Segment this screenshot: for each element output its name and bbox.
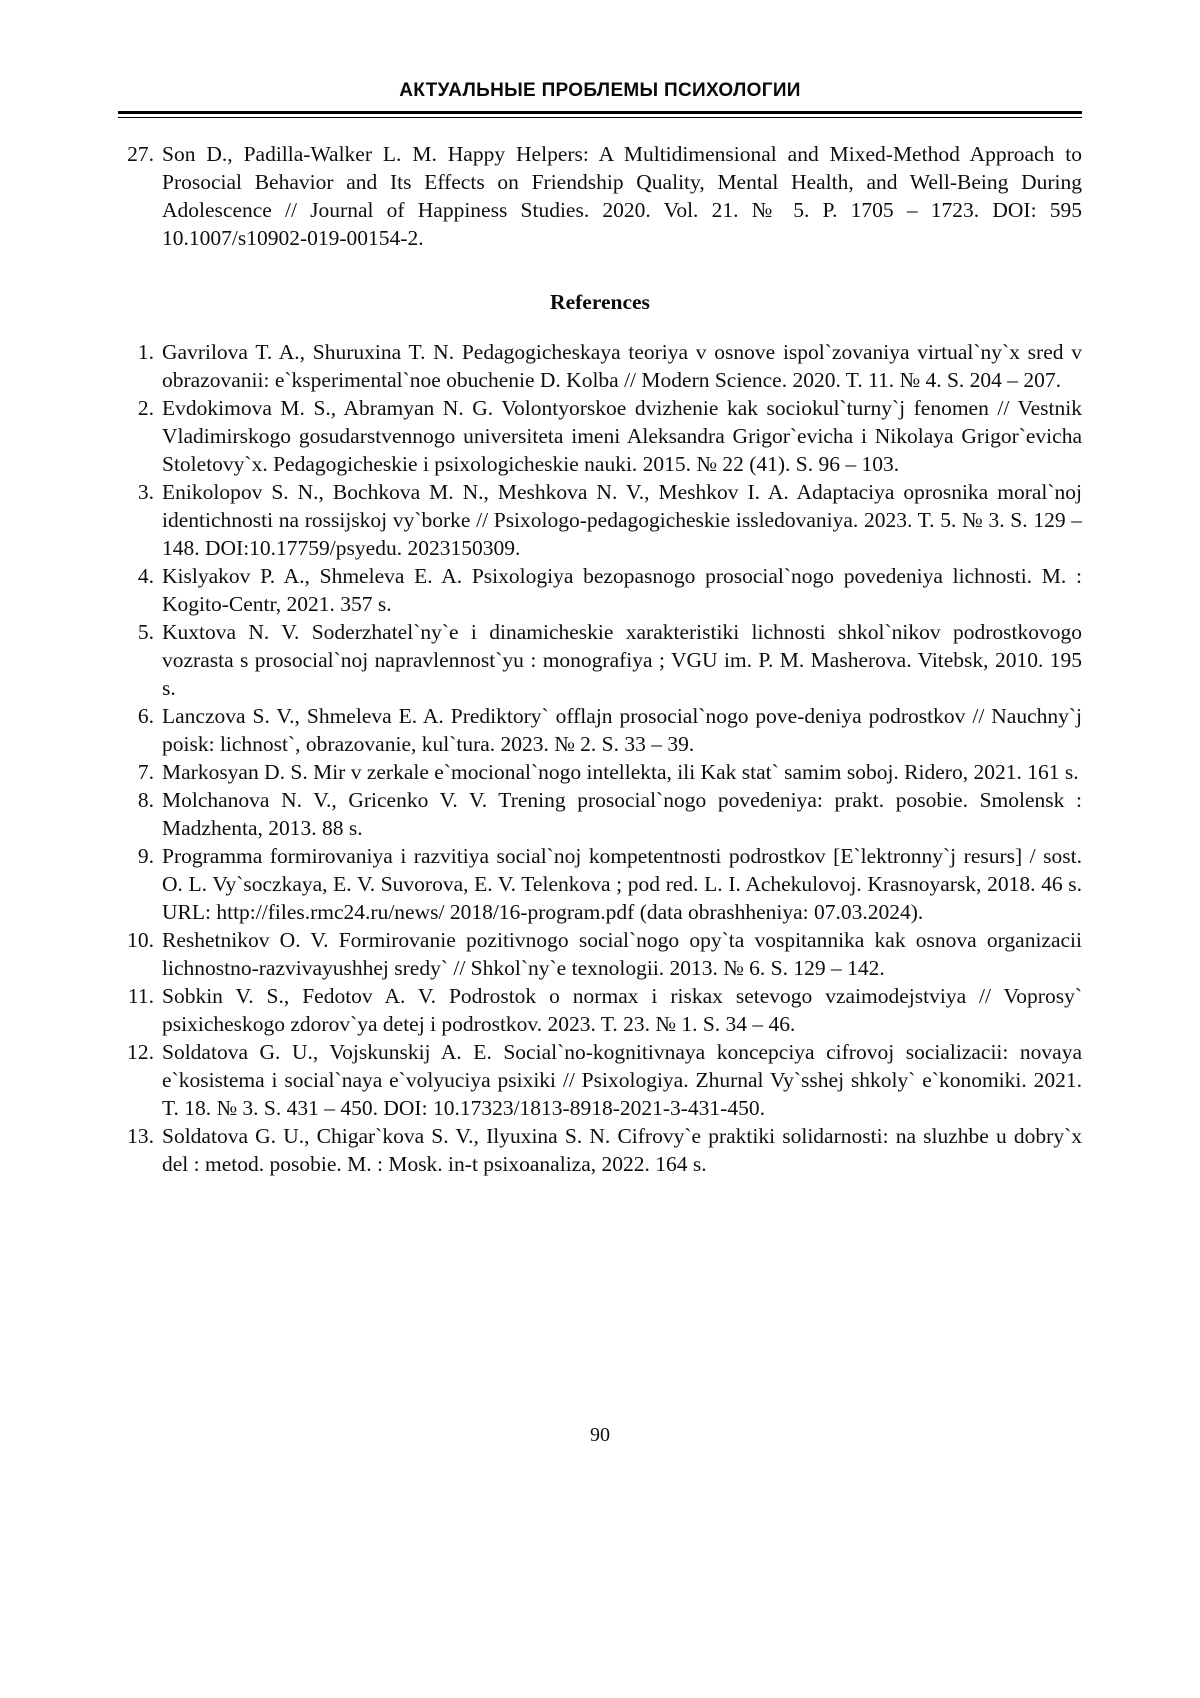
references-list [118, 338, 1082, 1178]
reference-number: 10. [127, 928, 154, 952]
reference-text: Markosyan D. S. Mir v zerkale e`mocional`nogo intellekta, ili Kak stat` samim soboj. Ridero, 2021. 161 s. [162, 760, 1079, 784]
reference-text: Evdokimova M. S., Abramyan N. G. Volontyorskoe dvizhenie kak sociokul`turny`j fenomen // Vestnik Vladimirskogo gosudarstvennogo universiteta imeni Aleksandra Grigor`evicha i Nikolaya Grigor`evicha Stoletovy`x. Pedagogicheskie i psixologicheskie nauki. 2015. № 22 (41). S. 96 – 103. [162, 396, 1082, 476]
reference-item [118, 562, 1082, 618]
reference-number: 9. [137, 844, 154, 868]
reference-text: Lanczova S. V., Shmeleva E. A. Prediktory` offlajn prosocial`nogo pove-deniya podrostkov // Nauchny`j poisk: lichnost`, obrazovanie, kul`tura. 2023. № 2. S. 33 – 39. [162, 704, 1082, 756]
reference-item [118, 786, 1082, 842]
reference-number: 3. [137, 480, 154, 504]
reference-item [118, 140, 1082, 252]
reference-number: 1. [137, 340, 154, 364]
reference-number: 2. [137, 396, 154, 420]
reference-item [118, 478, 1082, 562]
reference-text: Gavrilova T. A., Shuruxina T. N. Pedagogicheskaya teoriya v osnove ispol`zovaniya virtual`ny`x sred v obrazovanii: e`ksperimental`noe obuchenie D. Kolba // Modern Science. 2020. T. 11. № 4. S. 204 – 207. [162, 340, 1082, 392]
reference-number: 7. [137, 760, 154, 784]
reference-text: Molchanova N. V., Gricenko V. V. Trening prosocial`nogo povedeniya: prakt. posobie. Smolensk : Madzhenta, 2013. 88 s. [162, 788, 1082, 840]
references-heading: References [550, 290, 650, 314]
page-number: 90 [590, 1424, 610, 1446]
reference-text: Kislyakov P. A., Shmeleva E. A. Psixologiya bezopasnogo prosocial`nogo povedeniya lichnosti. M. : Kogito-Centr, 2021. 357 s. [162, 564, 1082, 616]
reference-item [118, 618, 1082, 702]
reference-item [118, 982, 1082, 1038]
reference-number: 13. [127, 1124, 154, 1148]
reference-item [118, 394, 1082, 478]
header-double-rule [118, 111, 1082, 118]
reference-number: 5. [137, 620, 154, 644]
reference-number: 6. [137, 704, 154, 728]
reference-text: Enikolopov S. N., Bochkova M. N., Meshkova N. V., Meshkov I. A. Adaptaciya oprosnika moral`noj identichnosti na rossijskoj vy`borke // Psixologo-pedagogicheskie issledovaniya. 2023. T. 5. № 3. S. 129 – 148. DOI:10.17759/psyedu. 2023150309. [162, 480, 1082, 560]
reference-text: Soldatova G. U., Vojskunskij A. E. Social`no-kognitivnaya koncepciya cifrovoj socializacii: novaya e`kosistema i social`naya e`volyuciya psixiki // Psixologiya. Zhurnal Vy`sshej shkoly` e`konomiki. 2021. T. 18. № 3. S. 431 – 450. DOI: 10.17323/1813-8918-2021-3-431-450. [162, 1040, 1082, 1120]
reference-text: Son D., Padilla-Walker L. M. Happy Helpers: A Multidimensional and Mixed-Method Approach to Prosocial Behavior and Its Effects on Friendship Quality, Mental Health, and Well-Being During Adolescence // Journal of Happiness Studies. 2020. Vol. 21. № 5. P. 1705 – 1723. DOI: 595 10.1007/s10902-019-00154-2. [162, 142, 1082, 250]
reference-text: Reshetnikov O. V. Formirovanie pozitivnogo social`nogo opy`ta vospitannika kak osnova organizacii lichnostno-razvivayushhej sredy` // Shkol`ny`e texnologii. 2013. № 6. S. 129 – 142. [162, 928, 1082, 980]
reference-number: 4. [137, 564, 154, 588]
reference-text: Soldatova G. U., Chigar`kova S. V., Ilyuxina S. N. Cifrovy`e praktiki solidarnosti: na sluzhbe u dobry`x del : metod. posobie. M. : Mosk. in-t psixoanaliza, 2022. 164 s. [162, 1124, 1082, 1176]
reference-item [118, 1122, 1082, 1178]
reference-text: Programma formirovaniya i razvitiya social`noj kompetentnosti podrostkov [E`lektronny`j resurs] / sost. O. L. Vy`soczkaya, E. V. Suvorova, E. V. Telenkova ; pod red. L. I. Achekulovoj. Krasnoyarsk, 2018. 46 s. URL: http://files.rmc24.ru/news/ 2018/16-program.pdf (data obrashheniya: 07.03.2024). [162, 844, 1082, 924]
reference-number: 27. [127, 142, 154, 166]
reference-list-continued [118, 140, 1082, 252]
reference-item [118, 842, 1082, 926]
reference-item [118, 1038, 1082, 1122]
journal-header-title: АКТУАЛЬНЫЕ ПРОБЛЕМЫ ПСИХОЛОГИИ [399, 80, 801, 101]
reference-item [118, 338, 1082, 394]
reference-text: Sobkin V. S., Fedotov A. V. Podrostok o normax i riskax setevogo vzaimodejstviya // Voprosy` psixicheskogo zdorov`ya detej i podrostkov. 2023. T. 23. № 1. S. 34 – 46. [162, 984, 1082, 1036]
reference-text: Kuxtova N. V. Soderzhatel`ny`e i dinamicheskie xarakteristiki lichnosti shkol`nikov podrostkovogo vozrasta s prosocial`noj napravlennost`yu : monografiya ; VGU im. P. M. Masherova. Vitebsk, 2010. 195 s. [162, 620, 1082, 700]
reference-item [118, 702, 1082, 758]
reference-number: 12. [127, 1040, 154, 1064]
reference-item [118, 758, 1082, 786]
reference-number: 8. [137, 788, 154, 812]
reference-item [118, 926, 1082, 982]
reference-number: 11. [127, 984, 154, 1008]
